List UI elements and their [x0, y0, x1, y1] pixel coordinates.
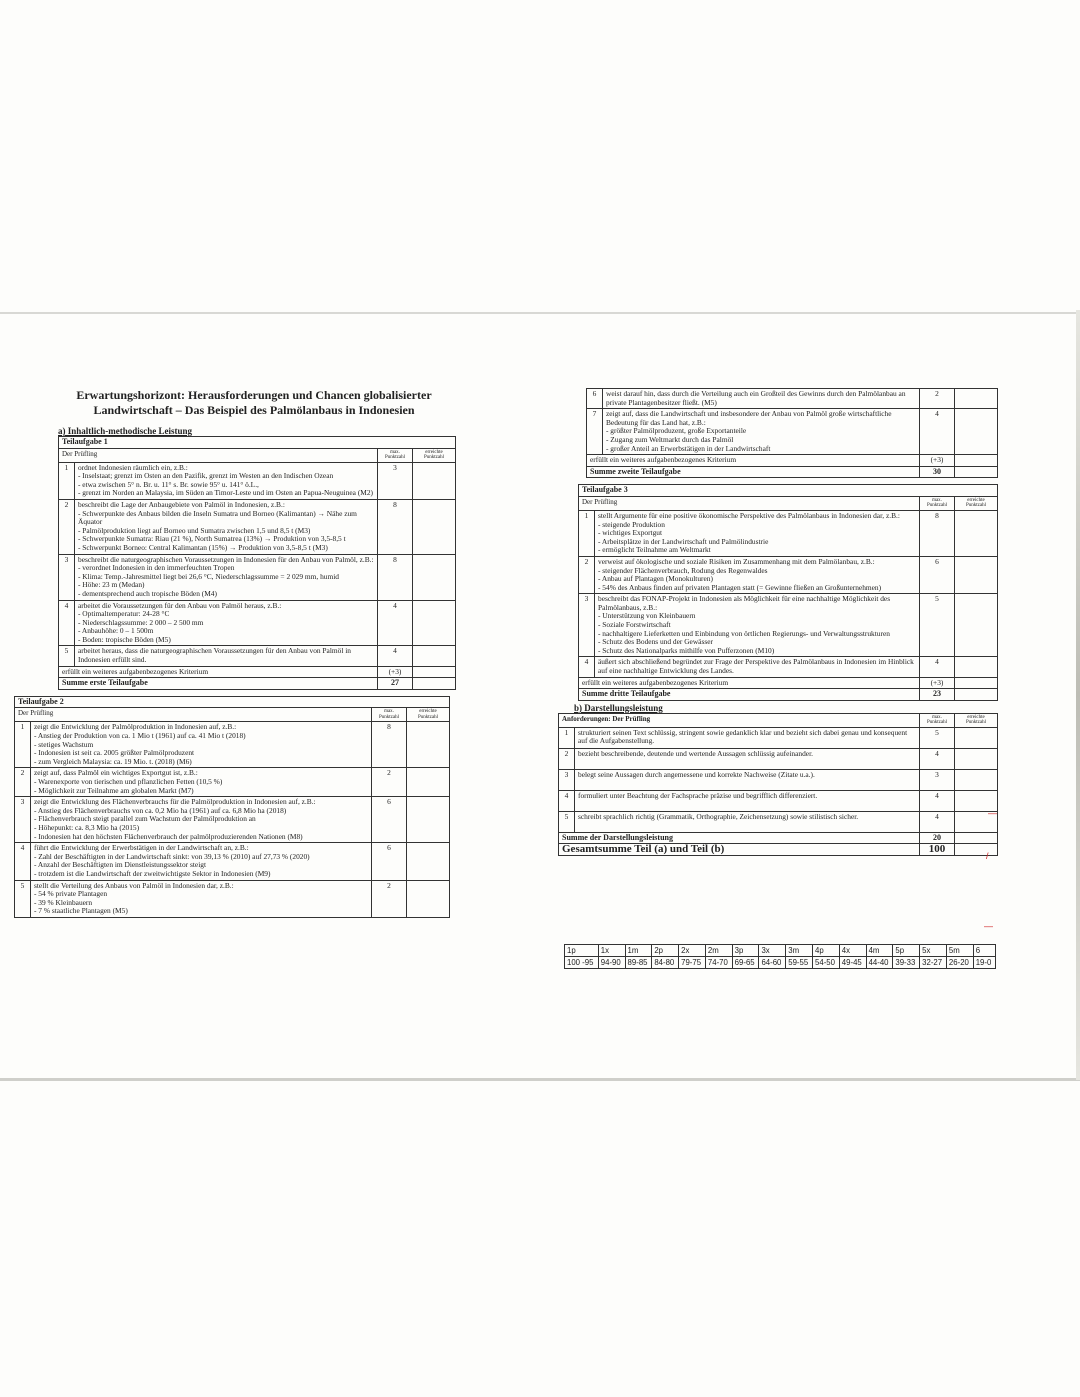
grade-range: 26-20	[946, 957, 973, 969]
item-line: - Indonesien ist seit ca. 2005 größter Palmölproduzent	[34, 748, 195, 758]
table-row	[587, 389, 998, 409]
max-points: 5	[920, 727, 955, 748]
table-row	[59, 499, 456, 554]
grade-range: 49-45	[839, 957, 866, 969]
item-line: beschreibt das FONAP-Projekt in Indonesien als Möglichkeit für eine nachhaltige Möglichkeit des Palmölanbaus, z.B.:	[598, 594, 891, 612]
table-row	[59, 462, 456, 499]
table-title: Teilaufgabe 1	[59, 437, 456, 449]
achieved-points	[955, 689, 998, 701]
item-line: verweist auf ökologische und soziale Risiken im Zusammenhang mit dem Palmölanbau, z.B.:	[598, 556, 875, 566]
item-line: - Möglichkeit zur Teilnahme am globalen Markt (M7)	[34, 785, 194, 795]
max-points: 4	[920, 409, 955, 455]
grade-mark: 2m	[705, 945, 732, 957]
item-line: - Palmölproduktion liegt auf Borneo und Sumatra zwischen 1,5 und 8,5 t (M3)	[78, 525, 311, 535]
achieved-points	[407, 797, 450, 843]
item-line: beschreibt die naturgeographischen Voraussetzungen in Indonesien für den Anbau von Palmöl, z.B.:	[78, 554, 374, 564]
item-line: - Anbauhöhe: 0 – 1 500m	[78, 626, 154, 636]
grade-mark: 3x	[759, 945, 786, 957]
item-line: ordnet Indonesien räumlich ein, z.B.:	[78, 462, 188, 472]
left-column	[14, 388, 456, 918]
grade-range: 89-85	[625, 957, 652, 969]
item-line: - 7 % staatliche Plantagen (M5)	[34, 906, 128, 916]
table-row	[559, 811, 998, 832]
teilaufgabe-2-table	[14, 696, 450, 918]
item-text: schreibt sprachlich richtig (Grammatik, Orthographie, Zeichensetzung) sowie stilistisch sicher.	[575, 811, 920, 832]
item-number: 4	[559, 790, 575, 811]
item-line: - Schwerpunkte Sumatra: Riau (21 %), North Sumatrea (13%) → Produktion von 3,5-8,5 t	[78, 534, 346, 544]
item-line: - Schwerpunkt Borneo: Central Kalimantan (15%) → Produktion von 3,5-8,5 t (M3)	[78, 542, 328, 552]
item-line: - dementsprechend auch tropische Böden (M4)	[78, 588, 217, 598]
max-points: 8	[378, 499, 413, 554]
teilaufgabe-3-table	[578, 484, 998, 700]
grade-mark: 1p	[565, 945, 599, 957]
item-line: - steigende Produktion	[598, 519, 665, 529]
achieved-points	[955, 455, 998, 467]
total-row	[559, 844, 998, 856]
max-points: 4	[378, 600, 413, 646]
total-label: Gesamtsumme Teil (a) und Teil (b)	[559, 844, 920, 856]
grade-mark: 4p	[813, 945, 840, 957]
item-number: 1	[579, 510, 595, 556]
grade-range: 19-0	[973, 957, 995, 969]
sum-label: Summe dritte Teilaufgabe	[579, 689, 920, 701]
max-points: 6	[372, 797, 407, 843]
grade-mark: 6	[973, 945, 995, 957]
item-text	[603, 389, 920, 409]
max-points: 4	[920, 657, 955, 677]
item-line: - Schutz des Nationalparks mithilfe von Pufferzonen (M10)	[598, 645, 775, 655]
item-text: belegt seine Aussagen durch angemessene und korrekte Nachweise (Zitate u.a.).	[575, 769, 920, 790]
sum-points: 30	[920, 466, 955, 478]
item-line: - Inselstaat; grenzt im Osten an den Pazifik, grenzt im Westen an den Indischen Ozean	[78, 471, 334, 481]
grade-mark: 1x	[598, 945, 625, 957]
grade-range: 32-27	[920, 957, 947, 969]
item-line: arbeitet heraus, dass die naturgeographischen Voraussetzungen für den Anbau von Palmöl in Indonesien erfüllt sind.	[78, 646, 351, 665]
table-row	[559, 727, 998, 748]
item-line: - Unterstützung von Kleinbauern	[598, 611, 696, 621]
table-row	[15, 768, 450, 797]
achieved-points	[955, 844, 998, 856]
item-number: 1	[559, 727, 575, 748]
extra-criterion-text: erfüllt ein weiteres aufgabenbezogenes Kriterium	[59, 666, 378, 678]
item-text	[595, 657, 920, 677]
item-text: formuliert unter Beachtung der Fachsprache präzise und begrifflich differenziert.	[575, 790, 920, 811]
grade-mark: 2x	[679, 945, 706, 957]
achieved-points	[955, 466, 998, 478]
table-title: Teilaufgabe 3	[579, 485, 998, 497]
header-achieved-points: erreichte Punktzahl	[955, 713, 998, 727]
table-row	[587, 409, 998, 455]
title-line-2: Landwirtschaft – Das Beispiel des Palmölanbaus in Indonesien	[93, 403, 415, 417]
item-number: 4	[579, 657, 595, 677]
item-text	[75, 600, 378, 646]
item-text	[595, 556, 920, 593]
extra-criterion-row	[587, 455, 998, 467]
achieved-points	[955, 748, 998, 769]
item-text	[31, 843, 372, 880]
item-line: - Soziale Forstwirtschaft	[598, 620, 671, 630]
sum-points: 27	[378, 678, 413, 690]
header-max-points: max. Punktzahl	[920, 496, 955, 510]
achieved-points	[955, 677, 998, 689]
table-row	[579, 594, 998, 657]
sum-label: Summe erste Teilaufgabe	[59, 678, 378, 690]
achieved-points	[955, 657, 998, 677]
max-points: 8	[372, 722, 407, 768]
achieved-points	[955, 556, 998, 593]
achieved-points	[955, 832, 998, 844]
item-line: - Zugang zum Weltmarkt durch das Palmöl	[606, 434, 734, 444]
extra-criterion-row	[579, 677, 998, 689]
item-text	[31, 768, 372, 797]
achieved-points	[955, 769, 998, 790]
max-points: 5	[920, 594, 955, 657]
item-number: 4	[15, 843, 31, 880]
grade-mark: 1m	[625, 945, 652, 957]
item-line: - etwa zwischen 5° n. Br. u. 11° s. Br. sowie 95° u. 141° ö.L.,	[78, 479, 259, 489]
item-number: 5	[559, 811, 575, 832]
achieved-points	[413, 499, 456, 554]
achieved-points	[413, 462, 456, 499]
item-line: - 54 % private Plantagen	[34, 889, 108, 899]
table-row	[559, 769, 998, 790]
item-line: - Zahl der Beschäftigten in der Landwirtschaft sinkt: von 39,13 % (2010) auf 27,73 % (2020)	[34, 851, 310, 861]
table-row	[15, 843, 450, 880]
grade-mark: 5p	[893, 945, 920, 957]
item-line: - größter Palmölproduzent, große Exportanteile	[606, 426, 747, 436]
max-points: 4	[920, 811, 955, 832]
item-number: 5	[59, 646, 75, 666]
item-line: zeigt auf, dass Palmöl ein wichtiges Exportgut ist, z.B.:	[34, 768, 198, 778]
total-points: 100	[920, 844, 955, 856]
item-text	[31, 722, 372, 768]
item-line: - Warenexporte von tierischen und pflanzlichen Fetten (10,5 %)	[34, 777, 223, 786]
item-number: 1	[15, 722, 31, 768]
item-line: führt die Entwicklung der Erwerbstätigen in der Landwirtschaft an, z.B.:	[34, 843, 249, 853]
item-number: 6	[587, 389, 603, 409]
grade-range: 100 -95	[565, 957, 599, 969]
grade-mark: 2p	[652, 945, 679, 957]
achieved-points	[413, 554, 456, 600]
max-points: 6	[372, 843, 407, 880]
max-points: 6	[920, 556, 955, 593]
achieved-points	[955, 389, 998, 409]
item-line: - Anbau auf Plantagen (Monokulturen)	[598, 574, 713, 584]
max-points: 2	[372, 768, 407, 797]
table-row	[59, 554, 456, 600]
item-line: arbeitet die Voraussetzungen für den Anbau von Palmöl heraus, z.B.:	[78, 600, 282, 610]
table-row	[15, 880, 450, 917]
table-row	[15, 722, 450, 768]
item-line: - Anzahl der Beschäftigten im Dienstleistungssektor steigt	[34, 860, 207, 870]
item-line: - Klima: Temp.-Jahresmittel liegt bei 26,6 °C, Niederschlagssumme = 2 029 mm, humid	[78, 571, 339, 581]
grade-mark: 4x	[839, 945, 866, 957]
extra-criterion-text: erfüllt ein weiteres aufgabenbezogenes Kriterium	[579, 677, 920, 689]
item-number: 4	[59, 600, 75, 646]
grade-range: 64-60	[759, 957, 786, 969]
header-achieved-points: erreichte Punktzahl	[955, 496, 998, 510]
item-line: - grenzt im Norden an Malaysia, im Süden an Timor-Leste und im Osten an Papua-Neuguinea (M2)	[78, 488, 374, 498]
item-line: - wichtiges Exportgut	[598, 528, 663, 538]
header-max-points: max. Punktzahl	[372, 708, 407, 722]
sum-points: 20	[920, 832, 955, 844]
item-text: bezieht beschreibende, deutende und wertende Aussagen schlüssig aufeinander.	[575, 748, 920, 769]
item-text	[595, 510, 920, 556]
achieved-points	[407, 722, 450, 768]
item-line: - 54% des Anbaus finden auf privaten Plantagen statt (= Gewinne fließen an Großunternehmen)	[598, 582, 882, 592]
header-pruefling: Der Prüfling	[579, 496, 920, 510]
achieved-points	[955, 510, 998, 556]
item-line: stellt die Verteilung des Anbaus von Palmöl in Indonesien dar, z.B.:	[34, 880, 234, 890]
item-line: - Optimaltemperatur: 24-28 °C	[78, 609, 170, 619]
item-line: zeigt die Entwicklung der Palmölproduktion in Indonesien auf, z.B.:	[34, 722, 237, 732]
achieved-points	[413, 666, 456, 678]
extra-criterion-points: (+3)	[920, 455, 955, 467]
item-number: 3	[579, 594, 595, 657]
max-points: 2	[920, 389, 955, 409]
red-check-mark: /	[986, 851, 989, 861]
grade-range: 94-90	[598, 957, 625, 969]
max-points: 3	[920, 769, 955, 790]
table-row	[15, 797, 450, 843]
sum-label: Summe zweite Teilaufgabe	[587, 466, 920, 478]
grade-range: 39-33	[893, 957, 920, 969]
item-line: - verordnet Indonesien in den immerfeuchten Tropen	[78, 563, 235, 573]
max-points: 4	[920, 790, 955, 811]
grade-range: 59-55	[786, 957, 813, 969]
item-line: - trotzdem ist die Landwirtschaft der zweitwichtigste Sektor in Indonesien (M9)	[34, 868, 271, 878]
item-line: - Anstieg des Flächenverbrauchs von ca. 0,2 Mio ha (1961) auf ca. 6,8 Mio ha (2018)	[34, 805, 287, 815]
achieved-points	[955, 594, 998, 657]
item-text	[603, 409, 920, 455]
item-text	[31, 797, 372, 843]
page-edge-top	[0, 312, 1080, 314]
grade-ranges-row	[565, 957, 996, 969]
page-edge-bottom	[0, 1078, 1080, 1081]
max-points: 8	[920, 510, 955, 556]
achieved-points	[407, 768, 450, 797]
item-number: 1	[59, 462, 75, 499]
section-b-heading: b) Darstellungsleistung	[574, 702, 663, 713]
item-number: 3	[59, 554, 75, 600]
header-max-points: max. Punktzahl	[920, 713, 955, 727]
extra-criterion-points: (+3)	[920, 677, 955, 689]
grade-mark: 5m	[946, 945, 973, 957]
item-line: beschreibt die Lage der Anbaugebiete von Palmöl in Indonesien, z.B.:	[78, 499, 285, 509]
item-line: - 39 % Kleinbauern	[34, 897, 93, 907]
grade-scale-table	[564, 944, 996, 969]
item-line: zeigt die Entwicklung des Flächenverbrauchs für die Palmölproduktion in Indonesien auf, z.B.:	[34, 797, 316, 807]
item-line: - Boden: tropische Böden (M5)	[78, 634, 171, 644]
item-line: - Anstieg der Produktion von ca. 1 Mio t (1961) auf ca. 41 Mio t (2018)	[34, 731, 246, 741]
header-achieved-points: erreichte Punktzahl	[413, 448, 456, 462]
sum-row	[559, 832, 998, 844]
item-number: 2	[15, 768, 31, 797]
achieved-points	[955, 409, 998, 455]
grade-mark: 3m	[786, 945, 813, 957]
section-a-heading: a) Inhaltlich-methodische Leistung	[58, 426, 193, 436]
item-line: - nachhaltigere Lieferketten und Einbindung von örtlichen Regierungs- und Verwaltungsstrukturen	[598, 628, 890, 638]
table-title: Teilaufgabe 2	[15, 696, 450, 708]
achieved-points	[955, 727, 998, 748]
item-line: - steigender Flächenverbrauch, Rodung des Regenwaldes	[598, 565, 768, 575]
grade-range: 44-40	[866, 957, 893, 969]
achieved-points	[413, 646, 456, 666]
achieved-points	[407, 880, 450, 917]
item-line: - Schwerpunkte des Anbaus bilden die Inseln Sumatra und Borneo (Kalimantan) → Nähe zum Äquator	[78, 508, 357, 527]
sum-row	[579, 689, 998, 701]
header-achieved-points: erreichte Punktzahl	[407, 708, 450, 722]
max-points: 2	[372, 880, 407, 917]
right-column	[558, 388, 998, 856]
grade-range: 74-70	[705, 957, 732, 969]
table-row	[579, 657, 998, 677]
item-line: stellt Argumente für eine positive ökonomische Perspektive des Palmölanbaus in Indonesien dar, z.B.:	[598, 510, 900, 520]
item-line: - ermöglicht Teilnahme am Weltmarkt	[598, 545, 711, 555]
item-line: - Indonesien hat den höchsten Flächenverbrauch der palmölproduzierenden Nationen (M8)	[34, 831, 303, 841]
item-number: 7	[587, 409, 603, 455]
grade-range: 69-65	[732, 957, 759, 969]
title-line-1: Erwartungshorizont: Herausforderungen und Chancen globalisierter	[76, 388, 432, 402]
item-line: - großer Anteil an Erwerbstätigen in der Landwirtschaft	[606, 443, 771, 453]
table-row	[559, 748, 998, 769]
teilaufgabe-1-table	[58, 436, 456, 690]
sum-points: 23	[920, 689, 955, 701]
table-row	[559, 790, 998, 811]
max-points: 4	[920, 748, 955, 769]
grade-mark: 5x	[920, 945, 947, 957]
header-pruefling: Der Prüfling	[59, 448, 378, 462]
grade-mark: 4m	[866, 945, 893, 957]
red-check-mark: —	[984, 921, 993, 931]
grade-range: 84-80	[652, 957, 679, 969]
item-line: - Höhepunkt: ca. 8,3 Mio ha (2015)	[34, 822, 140, 832]
page-edge-right	[1076, 310, 1080, 1080]
red-check-mark: —	[988, 808, 997, 818]
sum-row	[59, 678, 456, 690]
max-points: 3	[378, 462, 413, 499]
item-text: strukturiert seinen Text schlüssig, stringent sowie gedanklich klar und bezieht sich dabei genau und konsequent auf die Aufgabenstellung.	[575, 727, 920, 748]
extra-criterion-points: (+3)	[378, 666, 413, 678]
item-line: weist darauf hin, dass durch die Verteilung auch ein Großteil des Gewinns durch den Palmölanbau an private Plantagenbesitzer fließt. (M5)	[606, 389, 906, 407]
item-line: - Arbeitsplätze in der Landwirtschaft und Palmölindustrie	[598, 536, 769, 546]
item-text	[75, 554, 378, 600]
table-row	[579, 556, 998, 593]
item-text	[595, 594, 920, 657]
extra-criterion-row	[59, 666, 456, 678]
sum-row	[587, 466, 998, 478]
item-line: - Schutz des Bodens und der Gewässer	[598, 637, 713, 647]
table-row	[59, 600, 456, 646]
achieved-points	[413, 600, 456, 646]
header-pruefling: Der Prüfling	[15, 708, 372, 722]
item-text	[75, 646, 378, 666]
grade-mark: 3p	[732, 945, 759, 957]
item-number: 5	[15, 880, 31, 917]
item-line: zeigt auf, dass die Landwirtschaft und insbesondere der Anbau von Palmöl große wirtschaftliche Bedeutung für das Land hat, z.B.:	[606, 409, 892, 427]
achieved-points	[413, 678, 456, 690]
item-number: 2	[559, 748, 575, 769]
sum-label: Summe der Darstellungsleistung	[559, 832, 920, 844]
achieved-points	[407, 843, 450, 880]
item-number: 3	[559, 769, 575, 790]
item-text	[31, 880, 372, 917]
grade-marks-row	[565, 945, 996, 957]
max-points: 4	[378, 646, 413, 666]
item-text	[75, 499, 378, 554]
item-line: - Niederschlagssumme: 2 000 – 2 500 mm	[78, 617, 204, 627]
header-max-points: max. Punktzahl	[378, 448, 413, 462]
item-line: - stetiges Wachstum	[34, 739, 94, 749]
document-title	[54, 388, 454, 418]
item-number: 2	[59, 499, 75, 554]
grade-range: 54-50	[813, 957, 840, 969]
extra-criterion-text: erfüllt ein weiteres aufgabenbezogenes Kriterium	[587, 455, 920, 467]
item-line: äußert sich abschließend begründet zur Frage der Perspektive des Palmölanbaus in Indonesien im Hinblick auf eine nachhaltige Entwicklung des Landes.	[598, 657, 914, 676]
table-row	[59, 646, 456, 666]
grade-range: 79-75	[679, 957, 706, 969]
item-line: - zum Vergleich Malaysia: ca. 19 Mio. t. (2018) (M6)	[34, 756, 192, 766]
max-points: 8	[378, 554, 413, 600]
item-number: 2	[579, 556, 595, 593]
teilaufgabe-2-continued-table	[586, 388, 998, 478]
item-line: - Höhe: 23 m (Medan)	[78, 580, 145, 590]
table-row	[579, 510, 998, 556]
item-line: - Flächenverbrauch steigt parallel zum Wachstum der Palmölproduktion an	[34, 814, 256, 824]
item-number: 3	[15, 797, 31, 843]
item-text	[75, 462, 378, 499]
header-anforderungen: Anforderungen: Der Prüfling	[559, 713, 920, 727]
darstellungsleistung-table	[558, 713, 998, 856]
